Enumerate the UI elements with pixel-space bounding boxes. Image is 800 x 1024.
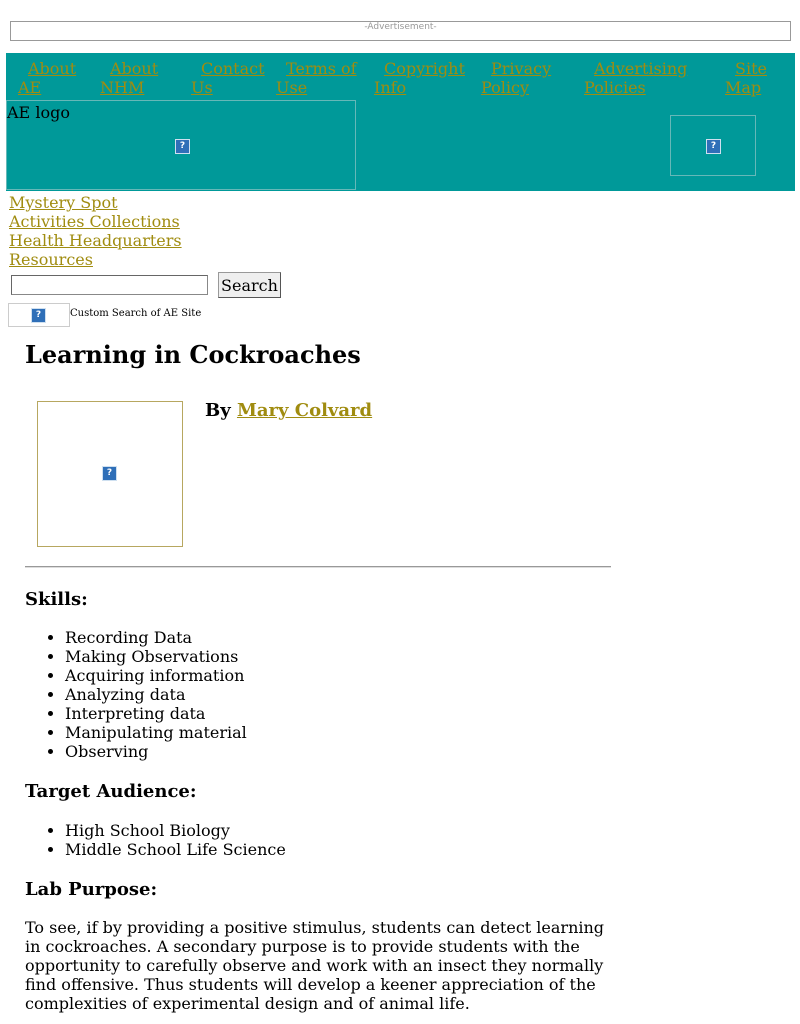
list-item: • High School Biology [65, 821, 286, 840]
broken-image-icon: ? [175, 139, 190, 154]
nav-link-copyright-info[interactable]: Copyright Info [374, 59, 465, 97]
list-item: • Observing [65, 742, 247, 761]
link-activities-collections[interactable]: Activities Collections [9, 212, 180, 231]
list-item: • Manipulating material [65, 723, 247, 742]
custom-search-logo [8, 303, 70, 327]
author-photo [37, 401, 183, 547]
by-label: By [205, 400, 231, 421]
logo-alt-text: AE logo [7, 103, 70, 122]
link-resources[interactable]: Resources [9, 250, 93, 269]
page-title: Learning in Cockroaches [25, 340, 361, 369]
broken-image-icon: ? [102, 466, 117, 481]
list-item: • Analyzing data [65, 685, 247, 704]
nav-link-contact-us[interactable]: Contact Us [191, 59, 265, 97]
nav-link-terms-of-use[interactable]: Terms of Use [276, 59, 357, 97]
list-item: • Interpreting data [65, 704, 247, 723]
custom-search-label: Custom Search of AE Site [70, 308, 202, 319]
nav-link-advertising-policies[interactable]: Advertising Policies [584, 59, 688, 97]
advertisement-label: -Advertisement- [364, 22, 437, 32]
section-links [9, 193, 182, 269]
header-side-image[interactable] [670, 115, 756, 176]
list-item: • Middle School Life Science [65, 840, 286, 859]
search-button[interactable]: Search [218, 272, 281, 298]
nav-link-about-nhm[interactable]: About NHM [100, 59, 159, 97]
list-item: • Recording Data [65, 628, 247, 647]
broken-image-icon: ? [31, 308, 46, 323]
lab-purpose-text: To see, if by providing a positive stimulus, students can detect learning in cockroaches. A secondary purpose is to provide students with the opportunity to carefully observe and work with an insect they normally find offensive. Thus students will develop a keener appreciation of the complexities of experimental design and of animal life. [25, 918, 605, 1013]
target-audience-heading: Target Audience: [25, 781, 197, 802]
audience-list [25, 821, 286, 859]
nav-link-about-ae[interactable]: About AE [18, 59, 77, 97]
top-navigation [6, 53, 795, 191]
link-health-headquarters[interactable]: Health Headquarters [9, 231, 182, 250]
broken-image-icon: ? [706, 139, 721, 154]
list-item: • Making Observations [65, 647, 247, 666]
list-item: • Acquiring information [65, 666, 247, 685]
skills-heading: Skills: [25, 589, 88, 610]
search-input[interactable] [11, 275, 208, 295]
advertisement-banner[interactable] [10, 21, 791, 41]
divider [25, 566, 611, 568]
byline [205, 400, 372, 421]
link-mystery-spot[interactable]: Mystery Spot [9, 193, 118, 212]
author-link[interactable]: Mary Colvard [236, 400, 373, 421]
nav-link-privacy-policy[interactable]: Privacy Policy [481, 59, 552, 97]
ae-logo-link[interactable] [6, 100, 356, 190]
nav-link-site-map[interactable]: Site Map [725, 59, 767, 97]
lab-purpose-heading: Lab Purpose: [25, 879, 158, 900]
skills-list [25, 628, 247, 761]
